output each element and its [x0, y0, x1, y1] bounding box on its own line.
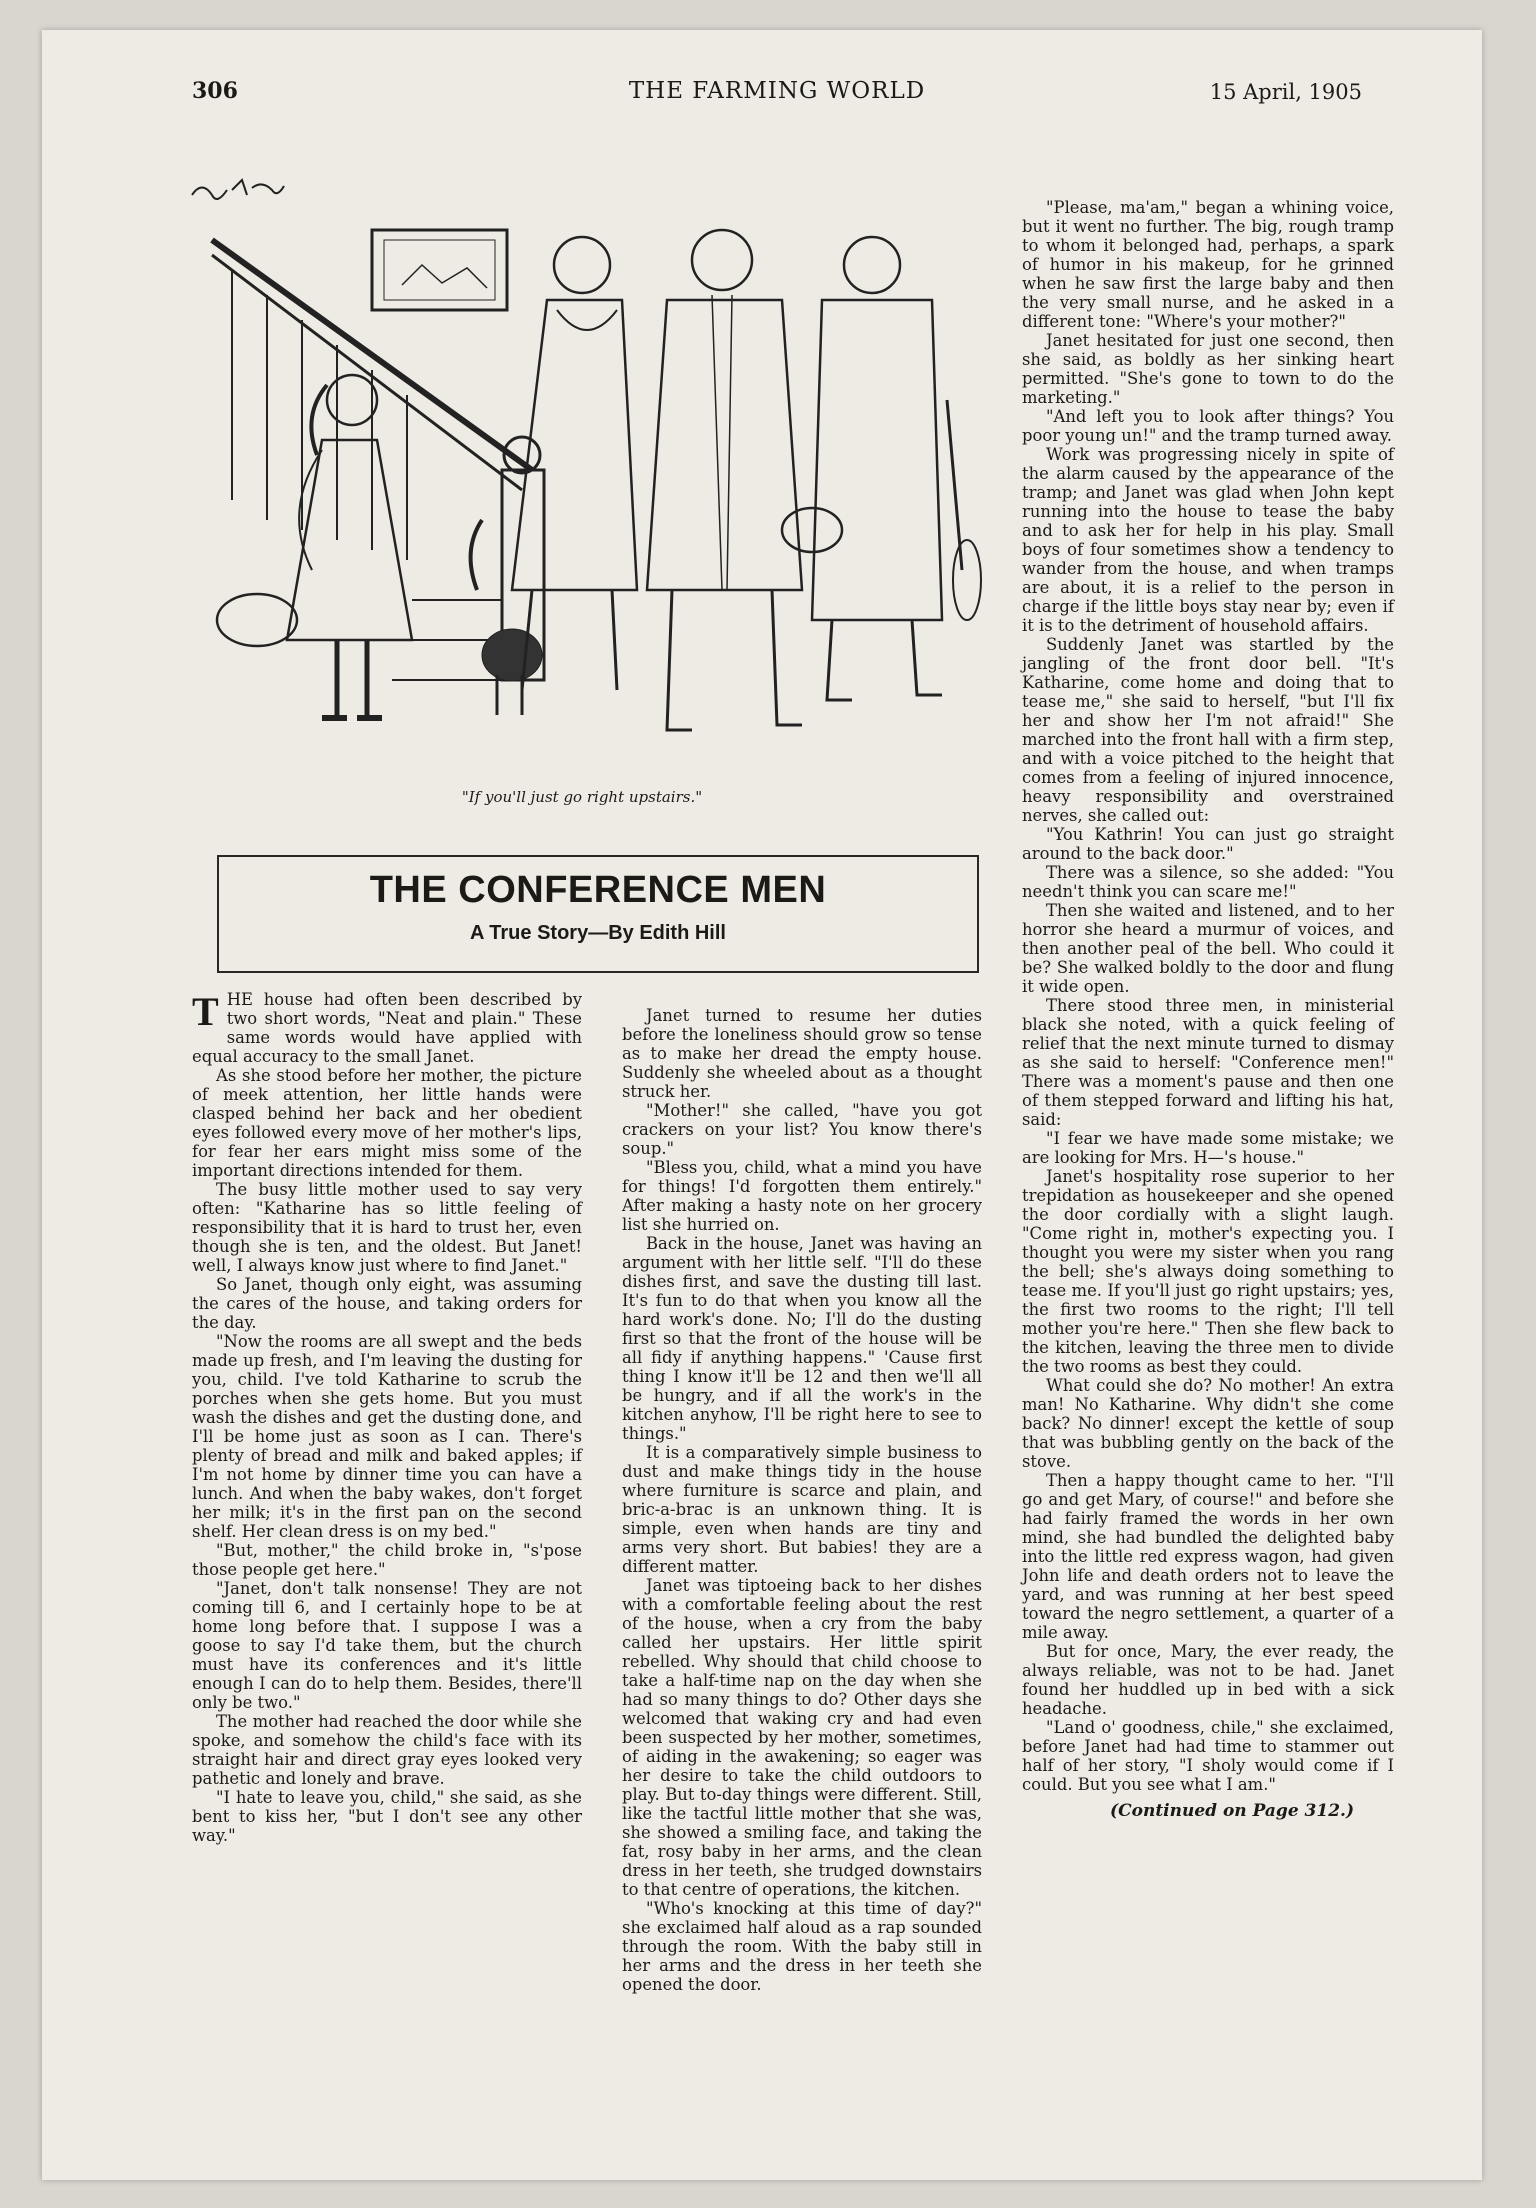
paragraph: "Who's knocking at this time of day?" she exclaimed half aloud as a rap sounded through the room. With the baby still in her arms and the dress in her teeth she opened the door. [622, 1899, 982, 1994]
staircase-banister [212, 240, 544, 680]
column-1 [192, 990, 582, 1845]
paragraph: "Janet, don't talk nonsense! They are not coming till 6, and I certainly hope to be at home long before that. I suppose I was a goose to say I'd take them, but the church must have its conferences and it's little enough I can do to help them. Besides, there'll only be two." [192, 1579, 582, 1712]
minister-center [647, 230, 842, 730]
paragraph: Back in the house, Janet was having an argument with her little self. "I'll do these dishes first, and save the dusting till last. It's fun to do that when you know all the hard work's done. No; I'll do the dusting first so that the front of the house will be all fidy if anything happens." 'Cause first thing I know it'll be 12 and then we'll all be hungry, and if all the work's in the kitchen anyhow, I'll be right here to see to things." [622, 1234, 982, 1443]
wall-picture [372, 230, 507, 310]
paragraph: "And left you to look after things? You poor young un!" and the tramp turned away. [1022, 407, 1394, 445]
page-header [192, 78, 1362, 118]
paragraph: Then she waited and listened, and to her horror she heard a murmur of voices, and then another peal of the bell. Who could it be? She walked boldly to the door and flung it wide open. [1022, 901, 1394, 996]
paragraph: "Land o' goodness, chile," she exclaimed, before Janet had had time to stammer out half of her story, "I sholy would come if I could. But you see what I am." [1022, 1718, 1394, 1794]
paragraph: "Please, ma'am," began a whining voice, but it went no further. The big, rough tramp to whom it belonged had, perhaps, a spark of humor in his makeup, for he grinned when he saw first the large baby and then the very small nurse, and he asked in a different tone: "Where's your mother?" [1022, 198, 1394, 331]
paragraph: "Now the rooms are all swept and the beds made up fresh, and I'm leaving the dusting for you, child. I've told Katharine to scrub the porches when she gets home. But you must wash the dishes and get the dusting done, and I'll be home just as soon as I can. There's plenty of bread and milk and baked apples; if I'm not home by dinner time you can have a lunch. And when the baby wakes, don't forget her milk; it's in the first pan on the second shelf. Her clean dress is on my bed." [192, 1332, 582, 1541]
story-headline: THE CONFERENCE MEN [369, 869, 827, 911]
paragraph: Janet turned to resume her duties before the loneliness should grow so tense as to make her dread the empty house. Suddenly she wheeled about as a thought struck her. [622, 1006, 982, 1101]
paragraph: Suddenly Janet was startled by the jangling of the front door bell. "It's Katharine, come home and doing that to tease me," she said to herself, "but I'll fix her and show her I'm not afraid!" She marched into the front hall with a firm step, and with a voice pitched to the height that comes from a feeling of injured innocence, heavy responsibility and overstrained nerves, she called out: [1022, 635, 1394, 825]
issue-date: 15 April, 1905 [1209, 80, 1362, 104]
minister-left [512, 237, 637, 690]
paragraph: "But, mother," the child broke in, "s'pose those people get here." [192, 1541, 582, 1579]
story-illustration [172, 170, 992, 750]
paragraph: It is a comparatively simple business to dust and make things tidy in the house where furniture is scarce and plain, and bric-a-brac is an unknown thing. It is simple, even when hands are tiny and arms very short. But babies! they are a different matter. [622, 1443, 982, 1576]
paragraph: As she stood before her mother, the picture of meek attention, her little hands were clasped behind her back and her obedient eyes followed every move of her mother's lips, for fear her ears might miss some of the important directions intended for them. [192, 1066, 582, 1180]
story-byline: A True Story—By Edith Hill [470, 922, 726, 944]
paragraph: "You Kathrin! You can just go straight around to the back door." [1022, 825, 1394, 863]
paragraph: The mother had reached the door while she spoke, and somehow the child's face with its straight hair and direct gray eyes looked very pathetic and lonely and brave. [192, 1712, 582, 1788]
paragraph: But for once, Mary, the ever ready, the always reliable, was not to be had. Janet found her huddled up in bed with a sick headache. [1022, 1642, 1394, 1718]
paragraph: Work was progressing nicely in spite of the alarm caused by the appearance of the tramp; and Janet was glad when John kept running into the house to tease the baby and to ask her for help in his play. Small boys of four sometimes show a tendency to wander from the house, and when tramps are about, it is a relief to the person in charge if the little boys stay near by; even if it is to the detriment of household affairs. [1022, 445, 1394, 635]
paragraph: THE house had often been described by two short words, "Neat and plain." These same words would have applied with equal accuracy to the small Janet. [192, 989, 582, 1066]
illustrator-signature [192, 180, 284, 199]
paragraph: The busy little mother used to say very often: "Katharine has so little feeling of responsibility that it is hard to trust her, even though she is ten, and the oldest. But Janet! well, I always know just where to find Janet." [192, 1180, 582, 1275]
paragraph: "I fear we have made some mistake; we are looking for Mrs. H—'s house." [1022, 1129, 1394, 1167]
paragraph: Janet's hospitality rose superior to her trepidation as housekeeper and she opened the door cordially with a slight laugh. "Come right in, mother's expecting you. I thought you were my sister when you rang the bell; she's always doing something to tease me. If you'll just go right upstairs; yes, the first two rooms to the right; I'll tell mother you're here." Then she flew back to the kitchen, leaving the three men to divide the two rooms as best they could. [1022, 1167, 1394, 1376]
paragraph: Janet was tiptoeing back to her dishes with a comfortable feeling about the rest of the house, when a cry from the baby called her upstairs. Her little spirit rebelled. Why should that child choose to take a half-time nap on the day when she had so many things to do? Other days she welcomed that waking cry and had even been suspected by her mother, sometimes, of aiding in the awakening; so eager was her desire to take the child outdoors to play. But to-day things were different. Still, like the tactful little mother that she was, she showed a smiling face, and taking the fat, rosy baby in her arms, and the clean dress in her teeth, she trudged downstairs to that centre of operations, the kitchen. [622, 1576, 982, 1899]
girl-figure [217, 375, 412, 718]
cat-figure [471, 520, 542, 715]
paragraph: Then a happy thought came to her. "I'll go and get Mary, of course!" and before she had fairly framed the words in her own mind, she had bundled the delighted baby into the little red express wagon, had given John life and death orders not to leave the yard, and was running at her best speed toward the negro settlement, a quarter of a mile away. [1022, 1471, 1394, 1642]
publication-title: THE FARMING WORLD [628, 78, 926, 104]
continued-notice: (Continued on Page 312.) [1110, 1801, 1354, 1821]
column-3 [1022, 198, 1394, 1821]
magazine-page [42, 30, 1482, 2180]
paragraph: "I hate to leave you, child," she said, as she bent to kiss her, "but I don't see any other way." [192, 1788, 582, 1845]
illustration-caption: "If you'll just go right upstairs." [461, 788, 703, 806]
paragraph: "Mother!" she called, "have you got crackers on your list? You know there's soup." [622, 1101, 982, 1158]
column-2 [622, 1006, 982, 1994]
drop-cap: T [192, 989, 219, 1034]
paragraph: Janet hesitated for just one second, then she said, as boldly as her sinking heart permitted. "She's gone to town to do the marketing." [1022, 331, 1394, 407]
paragraph: There was a silence, so she added: "You needn't think you can scare me!" [1022, 863, 1394, 901]
page-number: 306 [192, 78, 238, 104]
minister-right [812, 237, 981, 700]
paragraph: There stood three men, in ministerial black she noted, with a quick feeling of relief that the next minute turned to dismay as she said to herself: "Conference men!" There was a moment's pause and then one of them stepped forward and lifting his hat, said: [1022, 996, 1394, 1129]
paragraph: "Bless you, child, what a mind you have for things! I'd forgotten them entirely." After making a hasty note on her grocery list she hurried on. [622, 1158, 982, 1234]
paragraph: So Janet, though only eight, was assuming the cares of the house, and taking orders for the day. [192, 1275, 582, 1332]
paragraph: What could she do? No mother! An extra man! No Katharine. Why didn't she come back? No dinner! except the kettle of soup that was bubbling gently on the back of the stove. [1022, 1376, 1394, 1471]
title-box [217, 855, 979, 973]
